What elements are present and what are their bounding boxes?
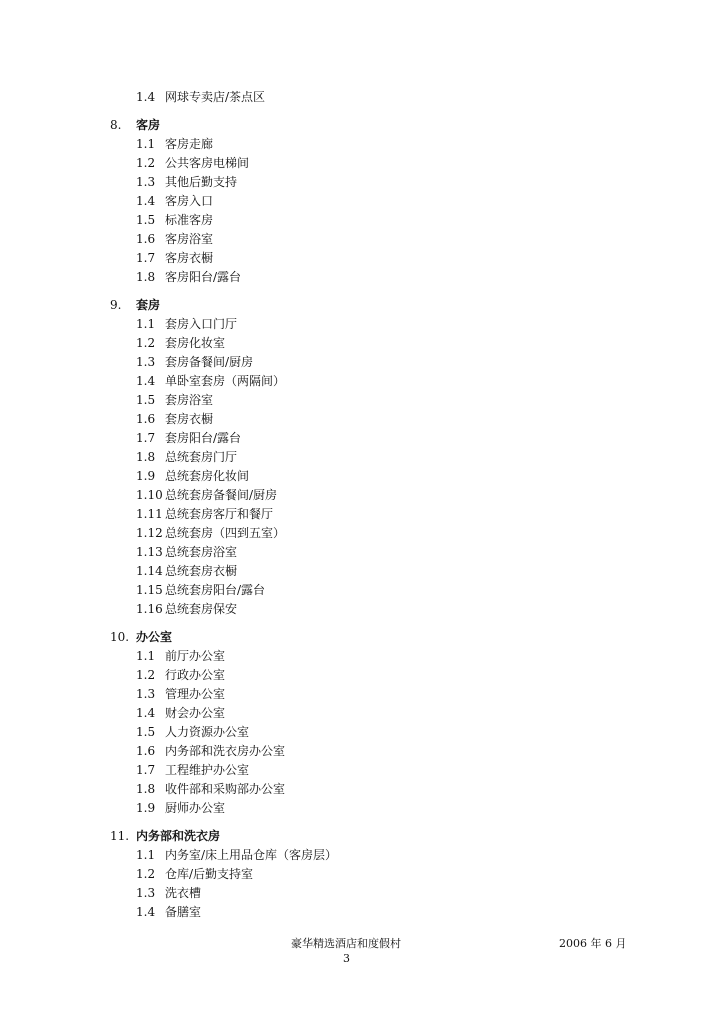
list-item <box>0 846 724 865</box>
list-item <box>0 429 724 448</box>
document-body <box>0 88 724 922</box>
list-item <box>0 211 724 230</box>
item-text: 公共客房电梯间 <box>165 156 250 170</box>
item-text: 内务室/床上用品仓库（客房层） <box>165 848 338 862</box>
list-item <box>0 562 724 581</box>
item-text: 其他后勤支持 <box>165 175 238 189</box>
list-item <box>0 135 724 154</box>
section-number: 11. <box>110 829 130 843</box>
list-item <box>0 467 724 486</box>
item-text: 标准客房 <box>165 213 214 227</box>
item-number: 1.16 <box>136 602 163 616</box>
footer-hotel-name: 豪华精选酒店和度假村 <box>291 937 401 950</box>
item-text: 总统套房阳台/露台 <box>165 583 266 597</box>
item-number: 1.5 <box>136 725 156 739</box>
item-text: 套房衣橱 <box>165 412 214 426</box>
item-text: 网球专卖店/茶点区 <box>165 90 266 104</box>
list-item <box>0 903 724 922</box>
item-number: 1.4 <box>136 905 156 919</box>
item-number: 1.7 <box>136 431 156 445</box>
section-number: 10. <box>110 630 130 644</box>
list-item <box>0 761 724 780</box>
item-text: 套房浴室 <box>165 393 214 407</box>
section-title: 客房 <box>136 118 161 132</box>
footer-date: 2006 年 6 月 <box>559 937 627 950</box>
item-text: 收件部和采购部办公室 <box>165 782 286 796</box>
list-item <box>0 334 724 353</box>
list-item <box>0 704 724 723</box>
item-text: 客房衣橱 <box>165 251 214 265</box>
item-text: 人力资源办公室 <box>165 725 250 739</box>
item-number: 1.8 <box>136 450 156 464</box>
item-text: 洗衣槽 <box>165 886 202 900</box>
item-number: 1.7 <box>136 763 156 777</box>
list-item <box>0 524 724 543</box>
list-item <box>0 581 724 600</box>
item-text: 财会办公室 <box>165 706 226 720</box>
item-number: 1.2 <box>136 156 156 170</box>
item-number: 1.1 <box>136 317 156 331</box>
list-item <box>0 230 724 249</box>
list-item <box>0 780 724 799</box>
item-text: 工程维护办公室 <box>165 763 250 777</box>
list-item <box>0 154 724 173</box>
item-text: 套房化妆室 <box>165 336 226 350</box>
list-item <box>0 249 724 268</box>
section-heading <box>0 628 724 647</box>
sections-container <box>0 116 724 922</box>
item-text: 套房入口门厅 <box>165 317 238 331</box>
list-item <box>0 666 724 685</box>
item-text: 总统套房化妆间 <box>165 469 250 483</box>
list-item <box>0 353 724 372</box>
item-number: 1.14 <box>136 564 163 578</box>
item-number: 1.5 <box>136 393 156 407</box>
item-text: 套房阳台/露台 <box>165 431 242 445</box>
list-item <box>0 723 724 742</box>
item-text: 备膳室 <box>165 905 202 919</box>
item-number: 1.3 <box>136 175 156 189</box>
item-number: 1.6 <box>136 412 156 426</box>
list-item <box>0 865 724 884</box>
item-text: 客房阳台/露台 <box>165 270 242 284</box>
item-text: 总统套房备餐间/厨房 <box>165 488 278 502</box>
list-item <box>0 742 724 761</box>
item-number: 1.13 <box>136 545 163 559</box>
item-number: 1.7 <box>136 251 156 265</box>
item-number: 1.6 <box>136 232 156 246</box>
item-number: 1.2 <box>136 867 156 881</box>
item-text: 客房走廊 <box>165 137 214 151</box>
item-text: 总统套房客厅和餐厅 <box>165 507 274 521</box>
item-text: 客房浴室 <box>165 232 214 246</box>
list-item <box>0 647 724 666</box>
list-item <box>0 410 724 429</box>
item-number: 1.1 <box>136 137 156 151</box>
item-number: 1.4 <box>136 374 156 388</box>
item-number: 1.4 <box>136 194 156 208</box>
item-number: 1.9 <box>136 801 156 815</box>
list-item <box>0 391 724 410</box>
item-number: 1.1 <box>136 848 156 862</box>
list-item <box>0 88 724 107</box>
list-item <box>0 505 724 524</box>
list-item <box>0 600 724 619</box>
item-text: 套房备餐间/厨房 <box>165 355 254 369</box>
list-item <box>0 372 724 391</box>
item-number: 1.8 <box>136 270 156 284</box>
list-item <box>0 884 724 903</box>
list-item <box>0 268 724 287</box>
item-number: 1.6 <box>136 744 156 758</box>
item-number: 1.1 <box>136 649 156 663</box>
list-item <box>0 799 724 818</box>
item-number: 1.11 <box>136 507 163 521</box>
item-text: 总统套房衣橱 <box>165 564 238 578</box>
item-text: 总统套房保安 <box>165 602 238 616</box>
section-heading <box>0 296 724 315</box>
section-number: 8. <box>110 118 122 132</box>
section-title: 办公室 <box>136 630 173 644</box>
item-text: 内务部和洗衣房办公室 <box>165 744 286 758</box>
list-item <box>0 685 724 704</box>
item-number: 1.15 <box>136 583 163 597</box>
item-number: 1.8 <box>136 782 156 796</box>
page-number: 3 <box>343 952 350 965</box>
item-text: 客房入口 <box>165 194 214 208</box>
section-title: 内务部和洗衣房 <box>136 829 221 843</box>
list-item <box>0 448 724 467</box>
item-text: 仓库/后勤支持室 <box>165 867 254 881</box>
item-number: 1.12 <box>136 526 163 540</box>
item-text: 行政办公室 <box>165 668 226 682</box>
item-number: 1.3 <box>136 886 156 900</box>
section-number: 9. <box>110 298 122 312</box>
item-number: 1.9 <box>136 469 156 483</box>
list-item <box>0 315 724 334</box>
list-item <box>0 173 724 192</box>
item-number: 1.3 <box>136 355 156 369</box>
item-text: 单卧室套房（两隔间） <box>165 374 286 388</box>
item-number: 1.4 <box>136 90 156 104</box>
section-heading <box>0 116 724 135</box>
section-title: 套房 <box>136 298 161 312</box>
list-item <box>0 486 724 505</box>
item-text: 管理办公室 <box>165 687 226 701</box>
item-text: 前厅办公室 <box>165 649 226 663</box>
item-text: 厨师办公室 <box>165 801 226 815</box>
item-number: 1.2 <box>136 668 156 682</box>
list-item <box>0 543 724 562</box>
section-heading <box>0 827 724 846</box>
item-text: 总统套房（四到五室） <box>165 526 286 540</box>
item-number: 1.2 <box>136 336 156 350</box>
list-item <box>0 192 724 211</box>
item-text: 总统套房浴室 <box>165 545 238 559</box>
item-text: 总统套房门厅 <box>165 450 238 464</box>
item-number: 1.10 <box>136 488 163 502</box>
item-number: 1.5 <box>136 213 156 227</box>
item-number: 1.4 <box>136 706 156 720</box>
item-number: 1.3 <box>136 687 156 701</box>
